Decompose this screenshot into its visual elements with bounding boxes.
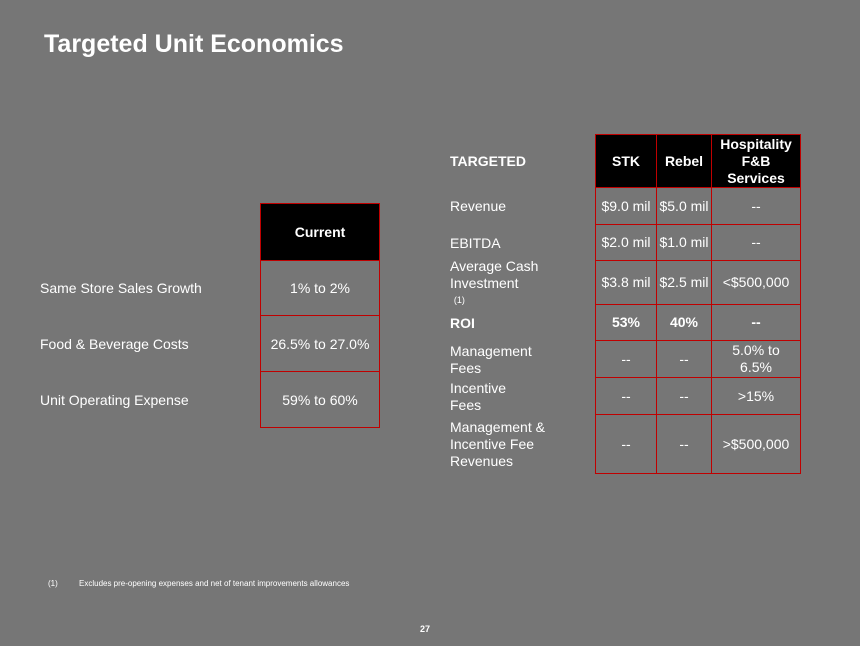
cell: $2.5 mil — [656, 261, 712, 305]
cell: $3.8 mil — [595, 261, 657, 305]
cell: 40% — [656, 305, 712, 341]
cell: -- — [656, 415, 712, 474]
row-label-management-fees: Management Fees — [450, 342, 532, 376]
row-value: 26.5% to 27.0% — [260, 316, 380, 372]
row-label: Same Store Sales Growth — [40, 280, 202, 296]
row-label-revenue: Revenue — [450, 198, 507, 214]
cell: $5.0 mil — [656, 188, 712, 225]
column-header-stk: STK — [595, 134, 657, 188]
table-row — [40, 260, 380, 316]
column-header-hospitality: Hospitality F&B Services — [711, 134, 801, 188]
cell: <$500,000 — [711, 261, 801, 305]
cell: 53% — [595, 305, 657, 341]
current-header: Current — [260, 203, 380, 261]
row-label-roi: ROI — [450, 314, 475, 331]
cell: -- — [711, 225, 801, 261]
footnote-number: (1) — [48, 579, 58, 588]
footnote-text: Excludes pre-opening expenses and net of tenant improvements allowances — [79, 579, 350, 588]
cell: -- — [656, 378, 712, 415]
cell: $2.0 mil — [595, 225, 657, 261]
row-label-avg-cash-investment: Average Cash Investment (1) — [450, 261, 580, 305]
cell: $9.0 mil — [595, 188, 657, 225]
cell: -- — [711, 305, 801, 341]
row-label-fee-revenues: Management & Incentive Fee Revenues — [450, 419, 545, 469]
cell: $1.0 mil — [656, 225, 712, 261]
row-label-incentive-fees: Incentive Fees — [450, 379, 507, 413]
table-row — [40, 372, 380, 428]
cell: -- — [711, 188, 801, 225]
row-value: 59% to 60% — [260, 372, 380, 428]
row-label: Food & Beverage Costs — [40, 336, 189, 352]
cell: >15% — [711, 378, 801, 415]
page-title: Targeted Unit Economics — [44, 30, 344, 58]
row-label: Unit Operating Expense — [40, 392, 189, 408]
cell: -- — [595, 378, 657, 415]
column-header-rebel: Rebel — [656, 134, 712, 188]
cell: -- — [656, 341, 712, 378]
cell: >$500,000 — [711, 415, 801, 474]
cell: -- — [595, 341, 657, 378]
cell: -- — [595, 415, 657, 474]
row-label-ebitda: EBITDA — [450, 234, 501, 251]
row-value: 1% to 2% — [260, 260, 380, 316]
table-row — [40, 316, 380, 372]
cell: 5.0% to 6.5% — [711, 341, 801, 378]
row-label-text: Average Cash Investment — [450, 257, 539, 291]
targeted-header-label: TARGETED — [450, 153, 526, 169]
page-number: 27 — [419, 624, 430, 634]
